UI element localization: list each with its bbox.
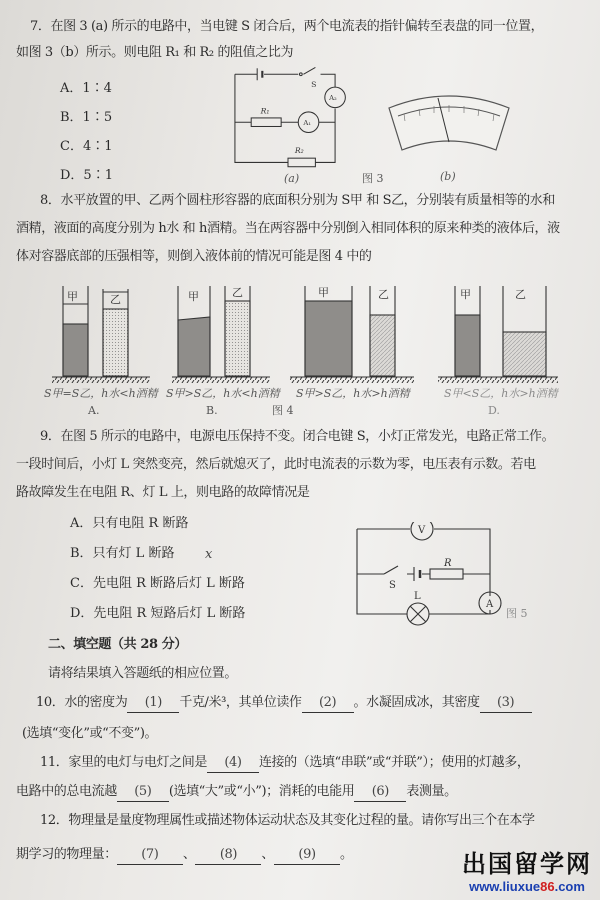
q8-line3: 体对容器底部的压强相等，则倒入液体前的情况可能是图 4 中的 (16, 249, 372, 264)
figure-3a-label: (a) (284, 172, 300, 185)
q7-option-c: C．4∶1 (60, 139, 113, 154)
label-yi-a: 乙 (110, 293, 121, 306)
label-jia-d: 甲 (460, 288, 471, 301)
q10-text: 10．水的密度为 (36, 695, 128, 710)
figure-5-title: 图 5 (506, 607, 528, 620)
figure-3b-ammeter-dial (384, 90, 514, 155)
q9-line2: 一段时间后，小灯 L 突然变亮，然后就熄灭了，此时电流表的示数为零，电压表有示数。若电 (16, 457, 536, 472)
fig4-label-b: B. (206, 404, 218, 417)
figure-4-containers (0, 284, 600, 386)
figure-5-circuit (352, 522, 502, 632)
watermark-url-prefix: www.liuxue (469, 879, 541, 894)
fig4-condition-d: S甲<S乙，h水>h酒精 (444, 387, 558, 400)
r2-label: R₂ (294, 146, 304, 156)
q8-line1: 8．水平放置的甲、乙两个圆柱形容器的底面积分别为 S甲 和 S乙，分别装有质量相等的水和 (40, 193, 555, 208)
voltmeter-label: V (418, 525, 426, 536)
ammeter-label: A (486, 599, 494, 610)
q7-option-a: A．1∶4 (60, 81, 112, 96)
q9-line3: 路故障发生在电阻 R、灯 L 上，则电路的故障情况是 (16, 485, 310, 500)
figure-4-title: 图 4 (272, 404, 294, 417)
label-jia-a: 甲 (67, 290, 78, 303)
q9-option-c: C．先电阻 R 断路后灯 L 断路 (70, 576, 245, 591)
blank-8[interactable]: (8) (195, 846, 261, 865)
q7-option-b: B．1∶5 (60, 110, 113, 125)
blank-3[interactable]: (3) (480, 694, 532, 713)
q7-line1: 7．在图 3 (a) 所示的电路中，当电键 S 闭合后，两个电流表的指针偏转至表盘的同一位置， (30, 19, 544, 34)
q8-line2: 酒精，液面的高度分别为 h水 和 h酒精。当在两容器中分别倒入相同体积的原来种类的液体后，液 (16, 221, 560, 236)
separator: 。 (340, 847, 353, 862)
q9-option-d: D．先电阻 R 短路后灯 L 断路 (70, 606, 246, 621)
blank-7[interactable]: (7) (117, 846, 183, 865)
section2-instruction: 请将结果填入答题纸的相应位置。 (48, 666, 238, 681)
q11-text: 表测量。 (406, 784, 457, 799)
watermark-logo (462, 844, 592, 894)
resistor-label: R (444, 558, 452, 569)
q10-text: 千克/米³，其单位读作 (179, 695, 302, 710)
q12-line2 (16, 846, 353, 865)
fig4-condition-a: S甲=S乙，h水<h酒精 (44, 387, 158, 400)
label-yi-d: 乙 (515, 288, 526, 301)
label-yi-c: 乙 (378, 288, 389, 301)
q12-line1: 12．物理量是量度物理属性或描述物体运动状态及其变化过程的量。请你写出三个在本学 (40, 813, 535, 828)
blank-6[interactable]: (6) (354, 783, 406, 802)
label-jia-c: 甲 (318, 286, 329, 299)
handwritten-mark: x (205, 547, 213, 562)
ammeter-a2-label: A₂ (329, 93, 337, 102)
q9-option-a: A．只有电阻 R 断路 (70, 516, 189, 531)
figure-3b-label: (b) (440, 170, 456, 183)
q10-line2: (选填“变化”或“不变”)。 (22, 726, 158, 741)
q7-option-d: D．5∶1 (60, 168, 113, 183)
q11-text: 11．家里的电灯与电灯之间是 (40, 755, 207, 770)
q7-line2: 如图 3（b）所示。则电阻 R₁ 和 R₂ 的阻值之比为 (16, 45, 294, 60)
blank-5[interactable]: (5) (117, 783, 169, 802)
figure-3-title: 图 3 (362, 172, 384, 185)
separator: 、 (261, 847, 275, 862)
q12-text: 期学习的物理量： (16, 847, 117, 862)
r1-label: R₁ (260, 106, 270, 116)
figure-3a-circuit (228, 64, 348, 171)
label-jia-b: 甲 (188, 290, 199, 303)
blank-2[interactable]: (2) (302, 694, 354, 713)
watermark-url-num: 86 (540, 879, 555, 894)
q11-line2 (16, 783, 457, 802)
q11-text: (选填“大”或“小”)；消耗的电能用 (168, 784, 355, 799)
separator: 、 (182, 847, 196, 862)
blank-9[interactable]: (9) (274, 846, 340, 865)
watermark-url-suffix: .com (554, 879, 585, 894)
switch-label: S (311, 80, 317, 90)
q10-line1 (36, 694, 532, 713)
q11-line1 (40, 754, 529, 773)
watermark-url (462, 879, 592, 894)
ammeter-a1-label: A₁ (303, 118, 312, 127)
q11-text: 连接的（选填“串联”或“并联”）；使用的灯越多， (258, 755, 530, 770)
label-yi-b: 乙 (232, 286, 243, 299)
q9-option-b: B．只有灯 L 断路 (70, 546, 175, 561)
fig4-label-a: A. (88, 404, 100, 417)
fig4-condition-b: S甲>S乙，h水<h酒精 (166, 387, 280, 400)
section2-heading: 二、填空题（共 28 分） (48, 637, 187, 652)
blank-4[interactable]: (4) (207, 754, 259, 773)
switch-label: S (389, 580, 396, 591)
blank-1[interactable]: (1) (127, 694, 179, 713)
lamp-label: L (414, 591, 421, 602)
q11-text: 电路中的总电流越 (16, 784, 117, 799)
q10-text: 。水凝固成冰，其密度 (353, 695, 480, 710)
fig4-condition-c: S甲>S乙，h水>h酒精 (296, 387, 410, 400)
q9-line1: 9．在图 5 所示的电路中，电源电压保持不变。闭合电键 S，小灯正常发光，电路正常工作。 (40, 429, 555, 444)
watermark-name: 出国留学网 (462, 850, 592, 878)
fig4-label-d: D. (488, 404, 500, 417)
